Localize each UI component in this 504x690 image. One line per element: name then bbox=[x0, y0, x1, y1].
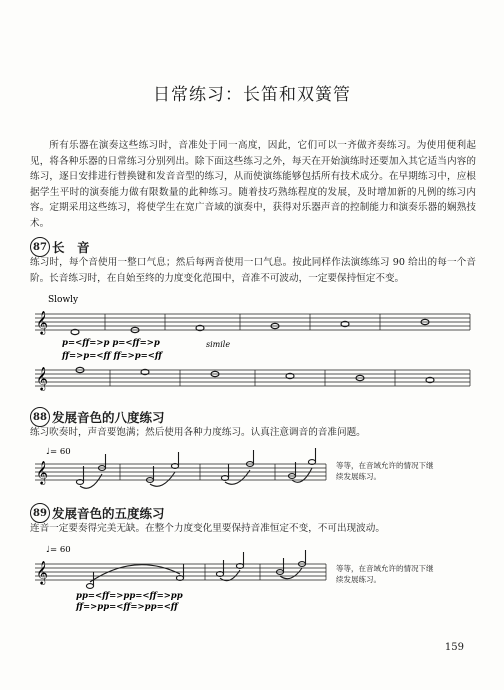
tempo-marking: Slowly bbox=[48, 295, 79, 305]
staff-87 bbox=[30, 292, 476, 402]
tempo-marking: ♩= 60 bbox=[46, 545, 71, 555]
section-89-heading bbox=[30, 503, 165, 523]
treble-clef-icon: 𝄞 bbox=[36, 366, 48, 390]
page-number: 159 bbox=[444, 642, 464, 653]
dynamics-line-1: pp=<ff=>pp=<ff=>pp bbox=[76, 591, 183, 601]
tempo-marking: ♩= 60 bbox=[46, 447, 71, 457]
staff-88 bbox=[30, 444, 330, 492]
dynamics-line-2: ff=>p=<ff ff=>p=<ff bbox=[62, 351, 162, 361]
section-87-heading bbox=[30, 237, 90, 257]
section-88-text: 练习吹奏时，声音要饱满；然后使用各种力度练习。认真注意调音的音准问题。 bbox=[30, 427, 366, 438]
section-number: 89 bbox=[30, 503, 50, 523]
section-88-note: 等等，在音域允许的情况下继续发展练习。 bbox=[336, 461, 434, 481]
intro-paragraph: 所有乐器在演奏这些练习时，音准处于同一高度，因此，它们可以一齐做齐奏练习。为使用便利起见，将各种乐器的日常练习分别列出。除下面这些练习之外，每天在开始演练时还要加入其它适当内容的练习，逐日安排进行替换键和发音音型的练习，从而使演练能够包括所有技术成分。在早期练习中，应根据学生平时的演奏能力做有限数量的此种练习。随着技巧熟练程度的发展，及时增加新的凡例的练习内容。定期采用这些练习，将使学生在宽广音域的演奏中，获得对乐器声音的控制能力和演奏乐器的娴熟技术。 bbox=[30, 140, 476, 229]
half-notes bbox=[86, 550, 305, 588]
section-87-text: 练习时，每个音使用一整口气息；然后每两音使用一口气息。按此同样作法演练练习 90 给出的每一个音阶。长音练习时，在自始至终的力度变化范围中，音准不可波动，一定要保持恒定不变。 bbox=[30, 257, 476, 284]
treble-clef-icon: 𝄞 bbox=[36, 460, 48, 484]
dynamics-line-2: ff=>pp=<ff=>pp=<ff bbox=[76, 602, 178, 612]
staff-lines-2 bbox=[35, 370, 470, 386]
page-title: 日常练习：长笛和双簧管 bbox=[153, 85, 351, 105]
staff-lines-1 bbox=[35, 314, 470, 330]
section-title: 发展音色的五度练习 bbox=[52, 506, 165, 521]
staff-lines bbox=[35, 464, 326, 480]
section-number: 88 bbox=[30, 407, 50, 427]
section-88-heading bbox=[30, 407, 165, 427]
treble-clef-icon: 𝄞 bbox=[36, 560, 48, 584]
section-title: 长 音 bbox=[52, 240, 90, 255]
section-89-note: 等等，在音域允许的情况下继续发展练习。 bbox=[336, 564, 434, 584]
dynamics-line-1: p=<ff=>p p=<ff=>p bbox=[62, 338, 160, 348]
simile-marking: simile bbox=[206, 340, 231, 349]
staff-89 bbox=[30, 542, 330, 612]
treble-clef-icon: 𝄞 bbox=[36, 310, 48, 334]
section-89-text: 连音一定要奏得完美无缺。在整个力度变化里要保持音准恒定不变，不可出现波动。 bbox=[30, 523, 385, 534]
section-number: 87 bbox=[30, 237, 50, 257]
section-title: 发展音色的八度练习 bbox=[52, 410, 165, 425]
